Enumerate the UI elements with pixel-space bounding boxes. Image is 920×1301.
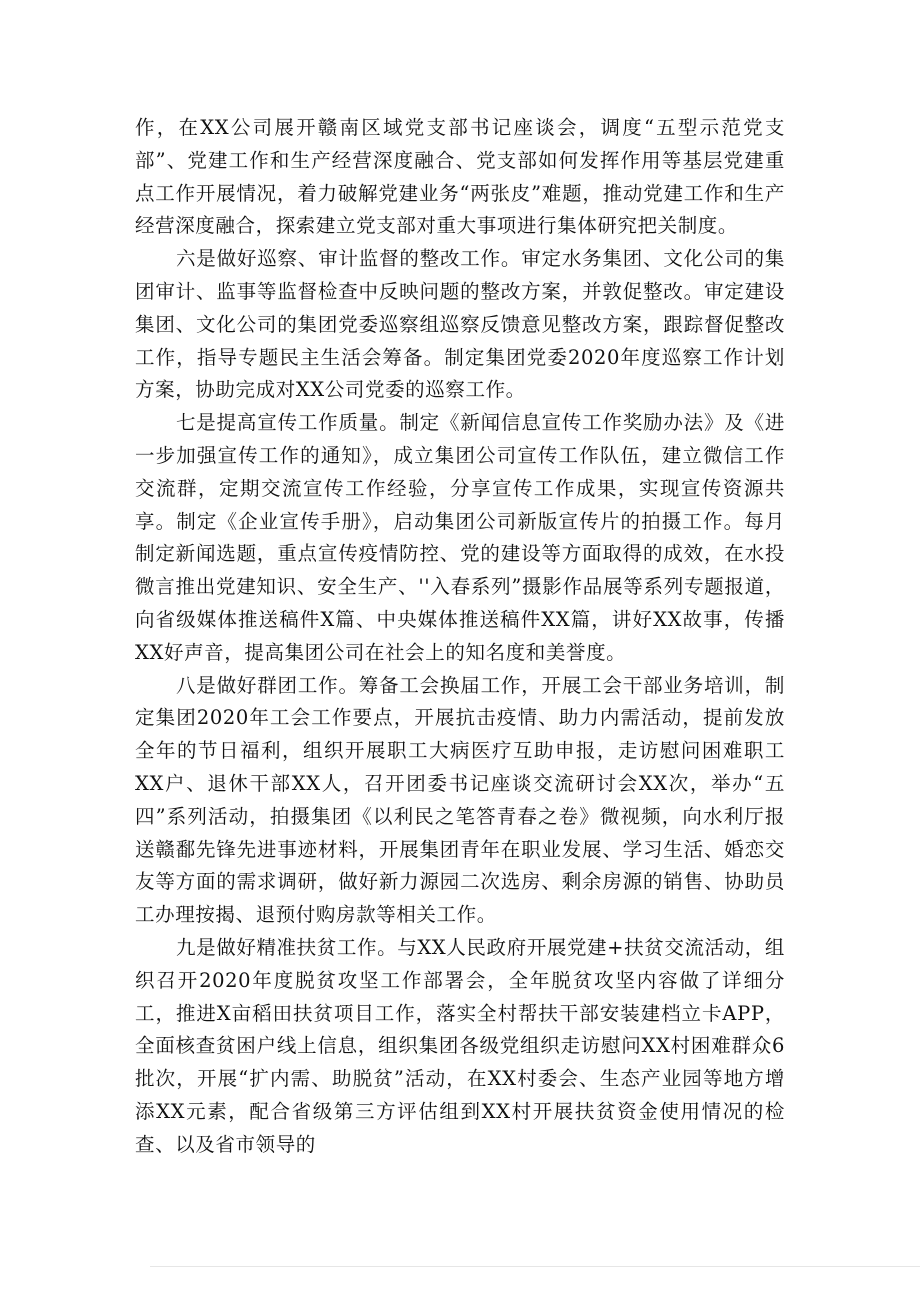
paragraph-mass-organization-work: 八是做好群团工作。筹备工会换届工作，开展工会干部业务培训，制定集团2020年工会工作要点，开展抗击疫情、助力内需活动，提前发放全年的节日福利，组织开展职工大病医疗互助申报，走访慰问困难职工XX户、退休干部XX人，召开团委书记座谈交流研讨会XX次，举办“五四”系列活动，拍摄集团《以利民之笔答青春之卷》微视频，向水利厅报送赣鄱先锋先进事迹材料，开展集团青年在职业发展、学习生活、婚恋交友等方面的需求调研，做好新力源园二次选房、剩余房源的销售、协助员工办理按揭、退预付购房款等相关工作。 — [135, 673, 785, 927]
paragraph-inspection-rectification: 六是做好巡察、审计监督的整改工作。审定水务集团、文化公司的集团审计、监事等监督检查中反映问题的整改方案，并敦促整改。审定建设集团、文化公司的集团党委巡察组巡察反馈意见整改方案，跟踪督促整改工作，指导专题民主生活会筹备。制定集团党委2020年度巡察工作计划方案，协助完成对XX公司党委的巡察工作。 — [135, 247, 785, 402]
paragraph-publicity-work: 七是提高宣传工作质量。制定《新闻信息宣传工作奖励办法》及《进一步加强宣传工作的通知》，成立集团公司宣传工作队伍，建立微信工作交流群，定期交流宣传工作经验，分享宣传工作成果，实现宣传资源共享。制定《企业宣传手册》，启动集团公司新版宣传片的拍摄工作。每月制定新闻选题，重点宣传疫情防控、党的建设等方面取得的成效，在水投微言推出党建知识、安全生产、''入春系列”摄影作品展等系列专题报道，向省级媒体推送稿件X篇、中央媒体推送稿件XX篇，讲好XX故事，传播XX好声音，提高集团公司在社会上的知名度和美誉度。 — [135, 411, 785, 664]
document-body — [135, 112, 785, 1162]
paragraph-continuation: 作，在XX公司展开赣南区域党支部书记座谈会，调度“五型示范党支部”、党建工作和生产经营深度融合、党支部如何发挥作用等基层党建重点工作开展情况，着力破解党建业务“两张皮”难题，推动党建工作和生产经营深度融合，探索建立党支部对重大事项进行集体研究把关制度。 — [135, 116, 785, 238]
page-bottom-divider — [150, 1266, 920, 1267]
paragraph-poverty-alleviation: 九是做好精准扶贫工作。与XX人民政府开展党建+扶贫交流活动，组织召开2020年度脱贫攻坚工作部署会，全年脱贫攻坚内容做了详细分工，推进X亩稻田扶贫项目工作，落实全村帮扶干部安装建档立卡APP，全面核查贫困户线上信息，组织集团各级党组织走访慰问XX村困难群众6批次，开展“扩内需、助脱贫”活动，在XX村委会、生态产业园等地方增添XX元素，配合省级第三方评估组到XX村开展扶贫资金使用情况的检查、以及省市领导的 — [135, 935, 785, 1156]
